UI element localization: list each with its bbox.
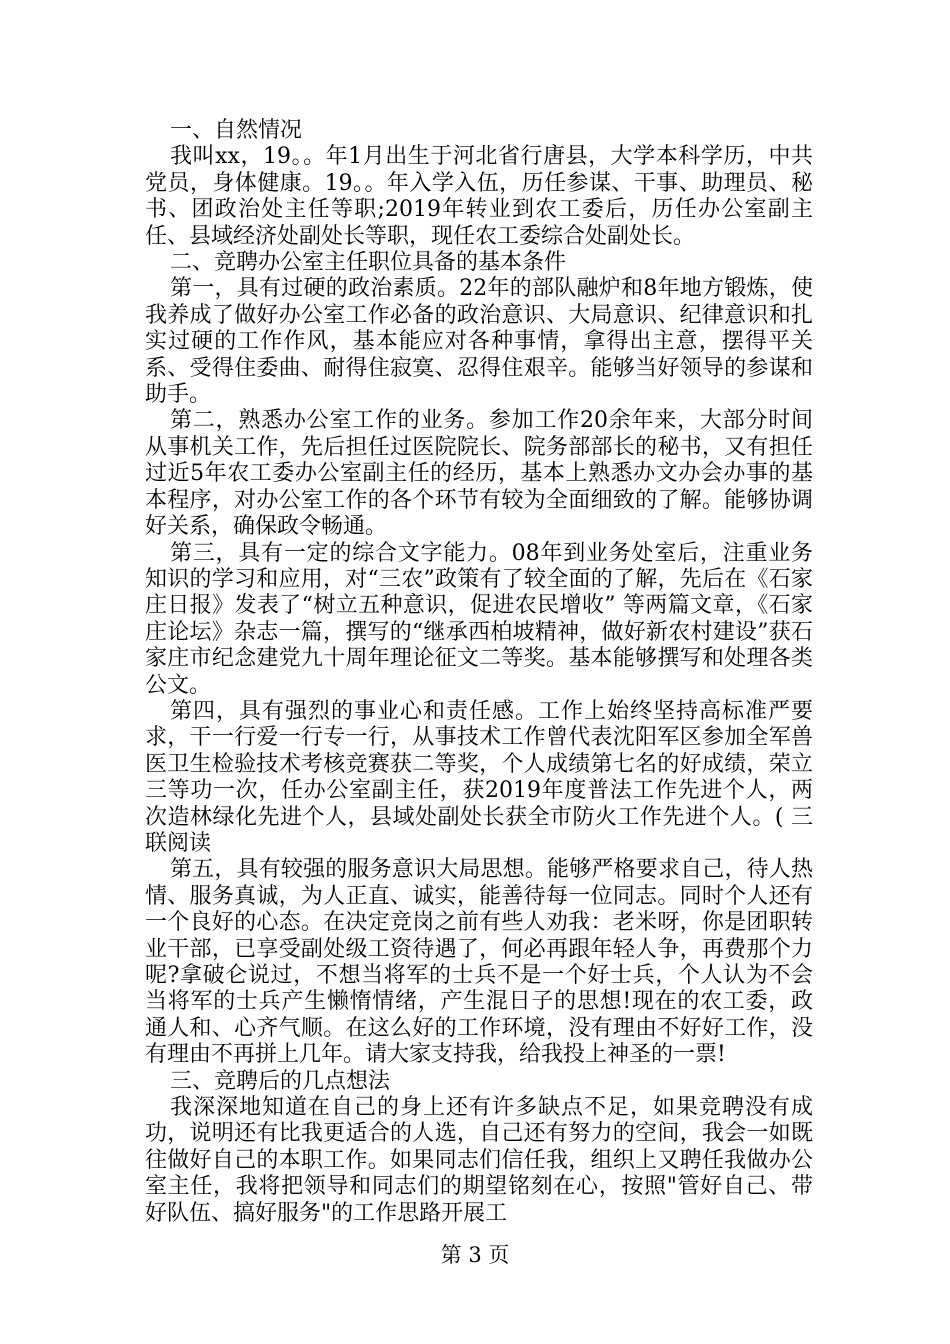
paragraph-personal-background: 我叫xx，19。。年1月出生于河北省行唐县，大学本科学历，中共党员，身体健康。19。。年入学入伍，历任参谋、干事、助理员、秘书、团政治处主任等职;2019年转业到农工委后，历任办公室副主任、县域经济处副处长等职，现任农工委综合处副处长。 [145, 144, 813, 249]
paragraph-writing-ability: 第三，具有一定的综合文字能力。08年到业务处室后，注重业务知识的学习和应用，对“三农”政策有了较全面的了解，先后在《石家庄日报》发表了“树立五种意识，促进农民增收” 等两篇文章，《石家庄论坛》杂志一篇，撰写的“继承西柏坡精神，做好新农村建设”获石家庄市纪念建党九十周年理论征文二等奖。基本能够撰写和处理各类公文。 [145, 540, 813, 698]
section-heading-thoughts: 三、竞聘后的几点想法 [170, 1068, 391, 1094]
paragraph-service-awareness: 第五，具有较强的服务意识大局思想。能够严格要求自己，待人热情、服务真诚，为人正直、诚实，能善待每一位同志。同时个人还有一个良好的心态。在决定竞岗之前有些人劝我：老米呀，你是团职转业干部，已享受副处级工资待遇了，何必再跟年轻人争，再费那个力呢?拿破仑说过，不想当将军的士兵不是一个好士兵，个人认为不会当将军的士兵产生懒惰情绪，产生混日子的思想!现在的农工委，政通人和、心齐气顺。在这么好的工作环境，没有理由不好好工作，没有理由不再拼上几年。请大家支持我，给我投上神圣的一票! [145, 857, 813, 1068]
document-body [145, 118, 813, 1227]
page-number: 第 3 页 [440, 1243, 510, 1267]
paragraph-after-competition: 我深深地知道在自己的身上还有许多缺点不足，如果竞聘没有成功，说明还有比我更适合的人选，自己还有努力的空间，我会一如既往做好自己的本职工作。如果同志们信任我，组织上又聘任我做办公室主任，我将把领导和同志们的期望铭刻在心，按照"管好自己、带好队伍、搞好服务"的工作思路开展工 [145, 1095, 813, 1226]
paragraph-dedication: 第四，具有强烈的事业心和责任感。工作上始终坚持高标准严要求，干一行爱一行专一行，从事技术工作曾代表沈阳军区参加全军兽医卫生检验技术考核竞赛获二等奖，个人成绩第七名的好成绩，荣立三等功一次，任办公室副主任，获2019年度普法工作先进个人，两次造林绿化先进个人，县域处副处长获全市防火工作先进个人。( 三联阅读 [145, 698, 813, 856]
paragraph-political-quality: 第一，具有过硬的政治素质。22年的部队融炉和8年地方锻炼，使我养成了做好办公室工作必备的政治意识、大局意识、纪律意识和扎实过硬的工作作风，基本能应对各种事情，拿得出主意，摆得平关系、受得住委曲、耐得住寂寞、忍得住艰辛。能够当好领导的参谋和助手。 [145, 276, 813, 408]
section-heading-natural-situation: 一、自然情况 [170, 118, 303, 143]
paragraph-office-familiarity: 第二，熟悉办公室工作的业务。参加工作20余年来，大部分时间从事机关工作，先后担任过医院院长、院务部部长的秘书，又有担任过近5年农工委办公室副主任的经历，基本上熟悉办文办会办事的基本程序，对办公室工作的各个环节有较为全面细致的了解。能够协调好关系，确保政令畅通。 [145, 408, 813, 540]
section-heading-basic-conditions: 二、竞聘办公室主任职位具备的基本条件 [170, 250, 567, 276]
